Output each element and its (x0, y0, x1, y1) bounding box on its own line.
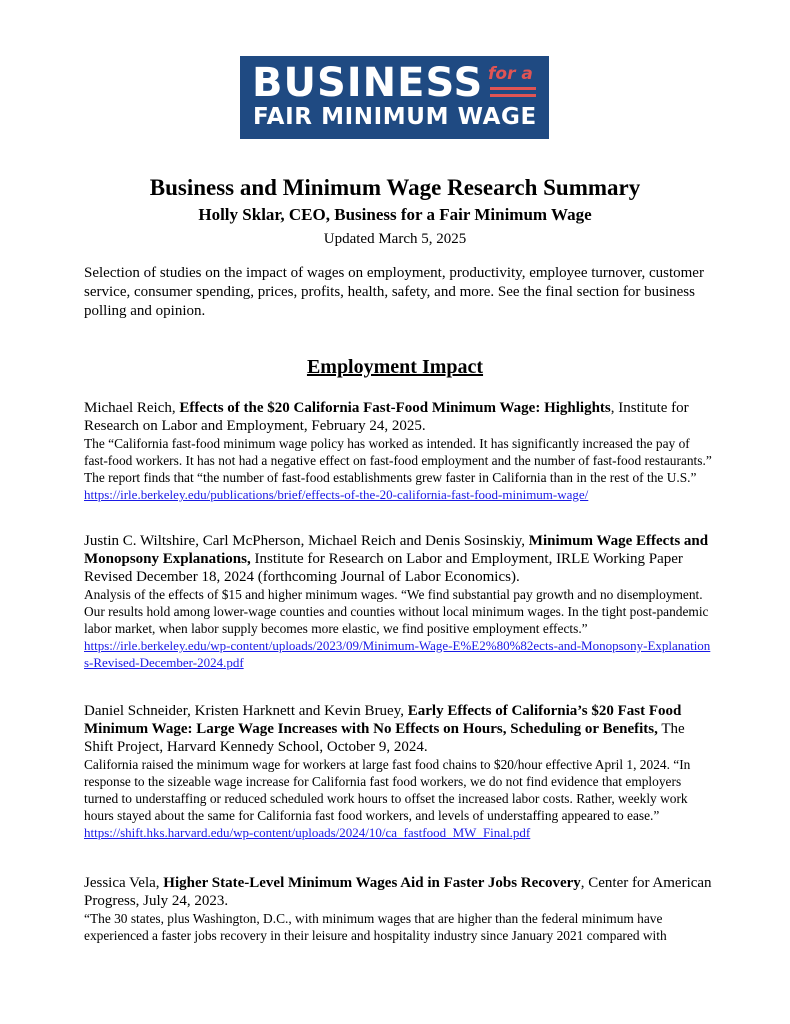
study-entry (84, 532, 714, 671)
document-updated-date: Updated March 5, 2025 (323, 231, 467, 247)
study-source: , Center for American Progress, July 24, 2023. (84, 875, 712, 909)
study-summary: The “California fast-food minimum wage policy has worked as intended. It has significantly increased the pay of fast-food workers. It has not had a negative effect on fast-food employment and the number of fast-food restaurants.” The report finds that “the number of fast-food establishments grew faster in California than in the rest of the U.S.” (84, 436, 712, 485)
study-title: Effects of the $20 California Fast-Food Minimum Wage: Highlights (179, 400, 611, 416)
study-citation (84, 702, 714, 756)
logo-for-a: for a (488, 64, 533, 84)
study-title: Minimum Wage Effects and Monopsony Explanations, (84, 533, 709, 567)
study-summary: California raised the minimum wage for workers at large fast food chains to $20/hour effective April 1, 2024. “In response to the sizeable wage increase for California fast food workers, we do not find evidence that employers turned to understaffing or reduced scheduled work hours to offset the increased labor costs. Rather, weekly work hours stayed about the same for California fast food workers, and levels of understaffing appeared to ease.” (84, 757, 691, 823)
logo-line1: BUSINESS (252, 60, 484, 106)
study-authors: Justin C. Wiltshire, Carl McPherson, Michael Reich and Denis Sosinskiy, (84, 533, 529, 549)
logo-stripe (490, 87, 536, 90)
study-link[interactable]: https://irle.berkeley.edu/publications/brief/effects-of-the-20-california-fast-food-minimum-wage/ (84, 487, 589, 502)
logo-line2: FAIR MINIMUM WAGE (253, 104, 537, 130)
study-citation (84, 399, 714, 435)
study-title: Early Effects of California’s $20 Fast Food Minimum Wage: Large Wage Increases with No Effects on Hours, Scheduling or Benefits, (84, 703, 682, 737)
logo-stripe (490, 94, 536, 97)
document-title: Business and Minimum Wage Research Summary (149, 175, 641, 200)
section-heading: Employment Impact (306, 356, 484, 378)
study-citation (84, 874, 714, 910)
study-title: Higher State-Level Minimum Wages Aid in Faster Jobs Recovery (163, 875, 581, 891)
study-authors: Daniel Schneider, Kristen Harknett and Kevin Bruey, (84, 703, 408, 719)
study-authors: Jessica Vela, (84, 875, 164, 891)
study-summary: Analysis of the effects of $15 and higher minimum wages. “We find substantial pay growth and no disemployment. Our results hold among lower-wage counties and counties without local minimum wages. In the tight post-pandemic labor market, when labor supply becomes more elastic, we find positive employment effects.” (84, 587, 709, 636)
study-summary: “The 30 states, plus Washington, D.C., with minimum wages that are higher than the federal minimum have experienced a faster jobs recovery in their leisure and hospitality industry since January 2021 compared with (84, 911, 667, 943)
study-authors: Michael Reich, (84, 400, 180, 416)
study-link[interactable]: https://irle.berkeley.edu/wp-content/uploads/2023/09/Minimum-Wage-E%E2%80%82ects-and-Monopsony-Explanations-Revised-December-2024.pdf (84, 638, 711, 670)
study-entry (84, 874, 714, 944)
document-author: Holly Sklar, CEO, Business for a Fair Minimum Wage (198, 205, 592, 224)
study-citation (84, 532, 714, 586)
study-source: The Shift Project, Harvard Kennedy School, October 9, 2024. (84, 721, 685, 755)
study-source: Institute for Research on Labor and Employment, IRLE Working Paper Revised December 18, 2024 (forthcoming Journal of Labor Economics). (84, 551, 683, 585)
intro-paragraph: Selection of studies on the impact of wages on employment, productivity, employee turnover, customer service, consumer spending, prices, profits, health, safety, and more. See the final section for business polling and opinion. (84, 265, 704, 319)
study-source: , Institute for Research on Labor and Employment, February 24, 2025. (84, 400, 689, 434)
study-link[interactable]: https://shift.hks.harvard.edu/wp-content/uploads/2024/10/ca_fastfood_MW_Final.pdf (84, 825, 531, 840)
study-entry (84, 702, 714, 841)
business-for-fair-minimum-wage-logo (240, 56, 549, 139)
study-entry (84, 399, 714, 503)
